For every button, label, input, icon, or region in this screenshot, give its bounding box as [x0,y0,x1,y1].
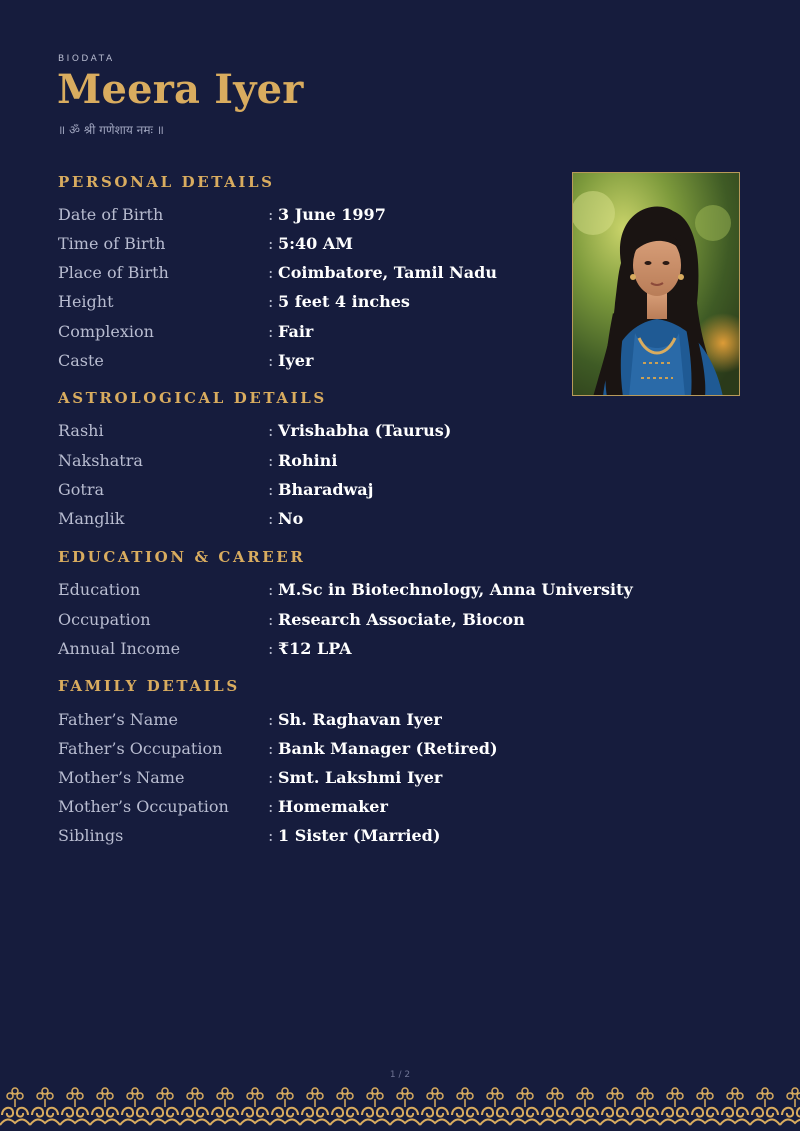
detail-row [58,825,658,847]
detail-row [58,479,658,501]
detail-separator: : [268,480,274,499]
detail-row [58,420,658,442]
page-number: 1 / 2 [389,1070,411,1080]
detail-label: Manglik [58,509,125,528]
detail-value: M.Sc in Biotechnology, Anna University [278,580,633,599]
detail-row [58,321,658,343]
detail-row [58,450,658,472]
detail-row [58,609,658,631]
invocation-line: ॥ ॐ श्री गणेशाय नमः ॥ [58,123,164,137]
detail-value: Rohini [278,451,338,470]
detail-label: Time of Birth [58,234,166,253]
detail-value: No [278,509,304,528]
detail-label: Caste [58,351,104,370]
detail-separator: : [268,509,274,528]
detail-label: Mother’s Name [58,768,185,787]
detail-separator: : [268,739,274,758]
detail-value: Bharadwaj [278,480,374,499]
detail-separator: : [268,580,274,599]
detail-separator: : [268,292,274,311]
detail-label: Father’s Name [58,710,178,729]
detail-value: Smt. Lakshmi Iyer [278,768,443,787]
detail-row [58,262,658,284]
detail-value: Research Associate, Biocon [278,610,525,629]
detail-row [58,350,658,372]
detail-label: Education [58,580,141,599]
detail-value: 3 June 1997 [278,205,386,224]
detail-value: 1 Sister (Married) [278,826,441,845]
detail-label: Nakshatra [58,451,143,470]
detail-separator: : [268,639,274,658]
detail-value: Homemaker [278,797,388,816]
detail-row [58,738,658,760]
section-heading-education: EDUCATION & CAREER [58,548,306,566]
detail-value: Vrishabha (Taurus) [278,421,452,440]
detail-separator: : [268,826,274,845]
detail-label: Place of Birth [58,263,169,282]
detail-separator: : [268,610,274,629]
paisley-border-ornament [0,1080,800,1131]
detail-label: Occupation [58,610,151,629]
section-heading-personal: PERSONAL DETAILS [58,173,275,191]
profile-photo [572,172,740,396]
detail-row [58,767,658,789]
detail-label: Annual Income [58,639,181,658]
detail-separator: : [268,797,274,816]
detail-value: 5 feet 4 inches [278,292,410,311]
detail-label: Complexion [58,322,154,341]
detail-separator: : [268,263,274,282]
detail-label: Siblings [58,826,124,845]
biodata-eyebrow: BIODATA [58,54,115,64]
detail-row [58,796,658,818]
detail-value: Coimbatore, Tamil Nadu [278,263,497,282]
detail-value: Iyer [278,351,314,370]
detail-separator: : [268,421,274,440]
detail-row [58,233,658,255]
detail-label: Father’s Occupation [58,739,223,758]
detail-label: Rashi [58,421,104,440]
detail-row [58,508,658,530]
detail-row [58,709,658,731]
detail-row [58,638,658,660]
detail-value: Bank Manager (Retired) [278,739,498,758]
detail-separator: : [268,451,274,470]
detail-row [58,204,658,226]
detail-label: Gotra [58,480,105,499]
detail-value: Fair [278,322,314,341]
section-heading-family: FAMILY DETAILS [58,677,240,695]
detail-value: 5:40 AM [278,234,353,253]
detail-label: Date of Birth [58,205,164,224]
detail-separator: : [268,322,274,341]
section-heading-astrological: ASTROLOGICAL DETAILS [58,389,327,407]
detail-separator: : [268,351,274,370]
detail-value: Sh. Raghavan Iyer [278,710,442,729]
detail-row [58,291,658,313]
detail-separator: : [268,234,274,253]
detail-separator: : [268,710,274,729]
detail-value: ₹12 LPA [278,639,352,658]
detail-separator: : [268,768,274,787]
detail-label: Mother’s Occupation [58,797,229,816]
candidate-name: Meera Iyer [57,66,304,113]
detail-label: Height [58,292,114,311]
detail-row [58,579,658,601]
detail-separator: : [268,205,274,224]
